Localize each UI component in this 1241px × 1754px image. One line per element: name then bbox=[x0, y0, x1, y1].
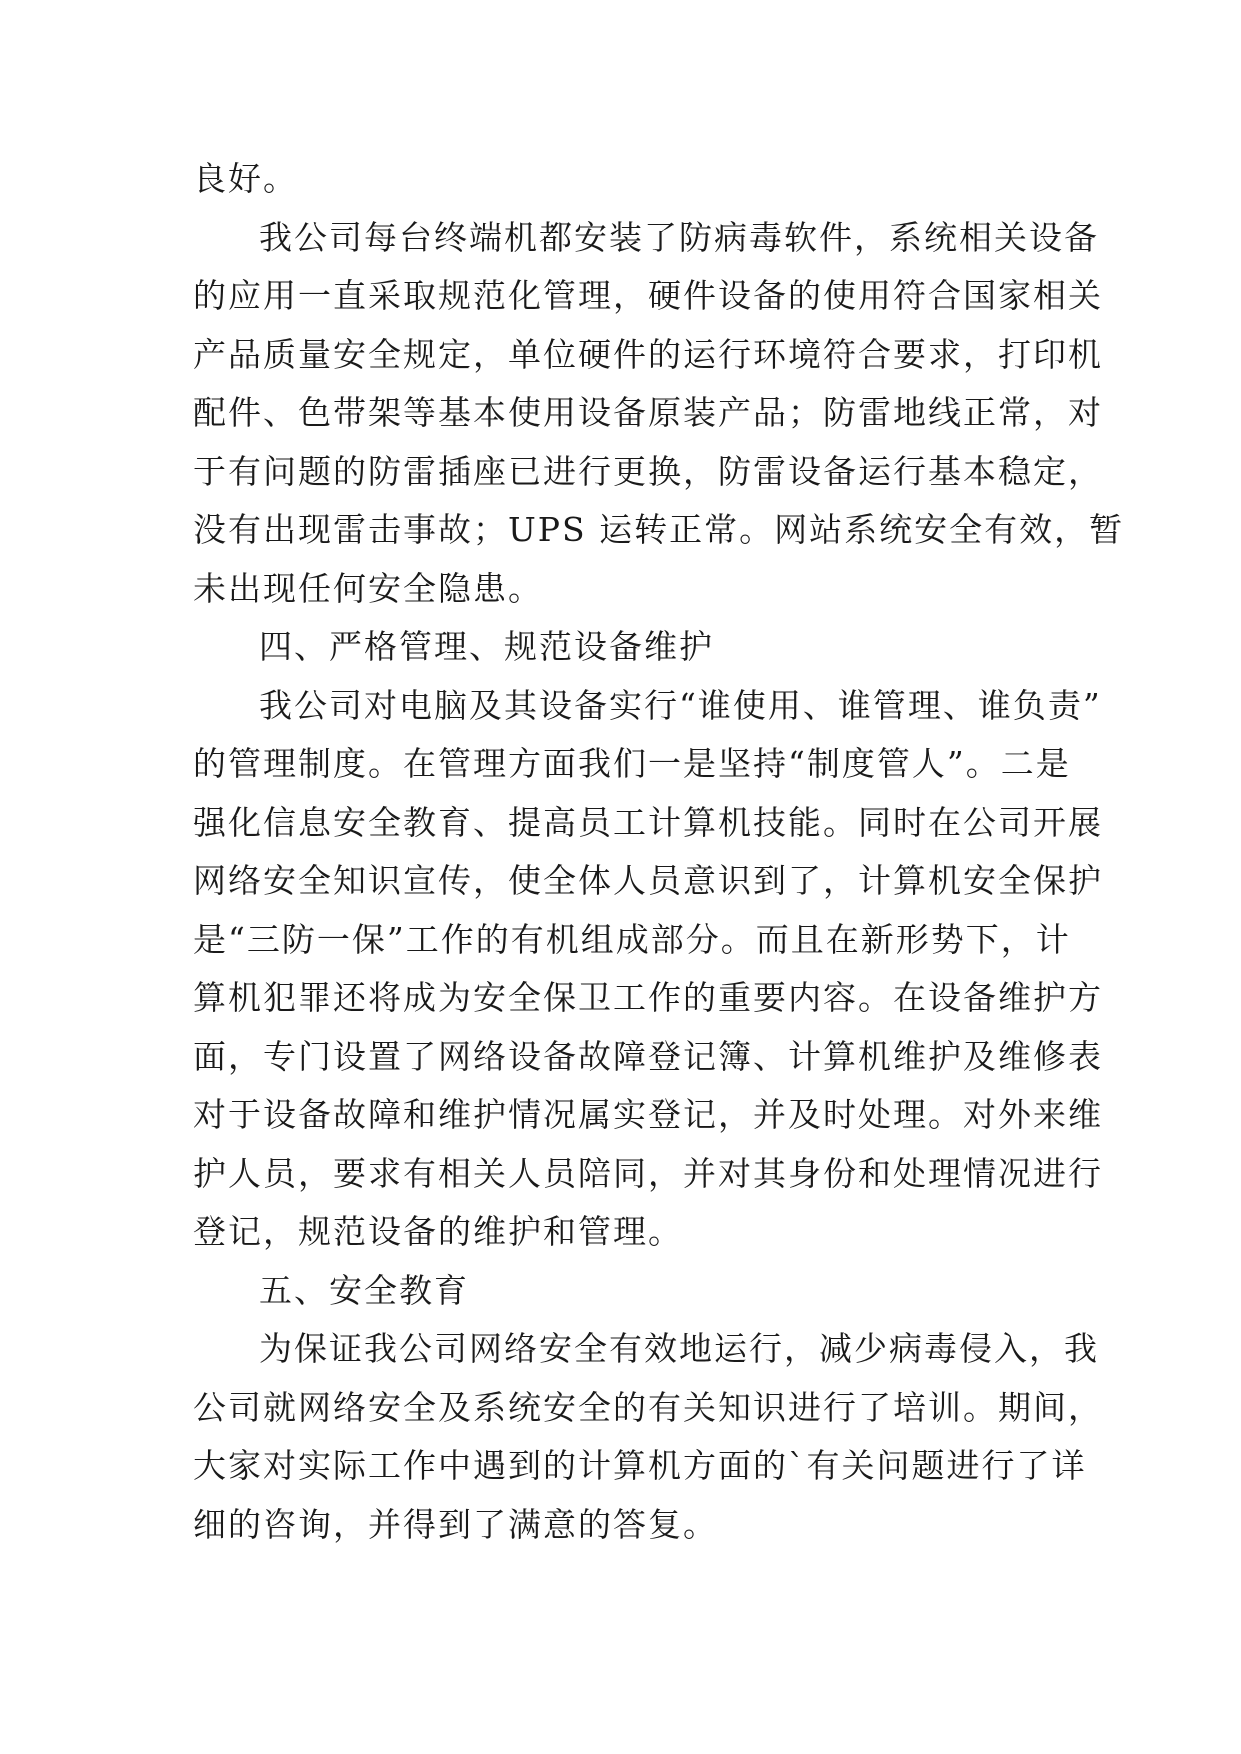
text-line: 未出现任何安全隐患。 bbox=[193, 568, 543, 608]
text-line: 对于设备故障和维护情况属实登记，并及时处理。对外来维 bbox=[193, 1095, 1103, 1134]
text-line: 四、严格管理、规范设备维护 bbox=[259, 627, 714, 666]
text-line: 于有问题的防雷插座已进行更换，防雷设备运行基本稳定， bbox=[193, 451, 1103, 491]
text-line: 良好。 bbox=[193, 159, 298, 198]
text-line: 没有出现雷击事故；UPS 运转正常。网站系统安全有效，暂 bbox=[193, 510, 1125, 549]
text-line: 登记，规范设备的维护和管理。 bbox=[193, 1212, 683, 1251]
text-line: 强化信息安全教育、提高员工计算机技能。同时在公司开展 bbox=[193, 802, 1103, 842]
document-body bbox=[193, 150, 1125, 1554]
text-line: 的管理制度。在管理方面我们一是坚持“制度管人”。二是 bbox=[193, 744, 1071, 783]
text-line: 大家对实际工作中遇到的计算机方面的`有关问题进行了详 bbox=[193, 1446, 1087, 1485]
text-line: 五、安全教育 bbox=[259, 1270, 469, 1310]
text-line: 网络安全知识宣传，使全体人员意识到了，计算机安全保护 bbox=[193, 861, 1103, 900]
text-line: 的应用一直采取规范化管理，硬件设备的使用符合国家相关 bbox=[193, 276, 1103, 315]
text-line: 为保证我公司网络安全有效地运行，减少病毒侵入，我 bbox=[259, 1329, 1099, 1368]
text-line: 算机犯罪还将成为安全保卫工作的重要内容。在设备维护方 bbox=[193, 978, 1103, 1017]
text-line: 我公司对电脑及其设备实行“谁使用、谁管理、谁负责” bbox=[259, 685, 1102, 725]
text-line: 产品质量安全规定，单位硬件的运行环境符合要求，打印机 bbox=[193, 334, 1103, 374]
text-line: 护人员，要求有相关人员陪同，并对其身份和处理情况进行 bbox=[193, 1153, 1103, 1193]
text-line: 我公司每台终端机都安装了防病毒软件，系统相关设备 bbox=[259, 217, 1099, 257]
text-line: 配件、色带架等基本使用设备原装产品；防雷地线正常，对 bbox=[193, 393, 1103, 432]
text-line: 面，专门设置了网络设备故障登记簿、计算机维护及维修表 bbox=[193, 1036, 1103, 1076]
text-line: 是“三防一保”工作的有机组成部分。而且在新形势下，计 bbox=[193, 919, 1071, 959]
text-line: 细的咨询，并得到了满意的答复。 bbox=[193, 1504, 718, 1544]
text-line: 公司就网络安全及系统安全的有关知识进行了培训。期间， bbox=[193, 1387, 1103, 1427]
